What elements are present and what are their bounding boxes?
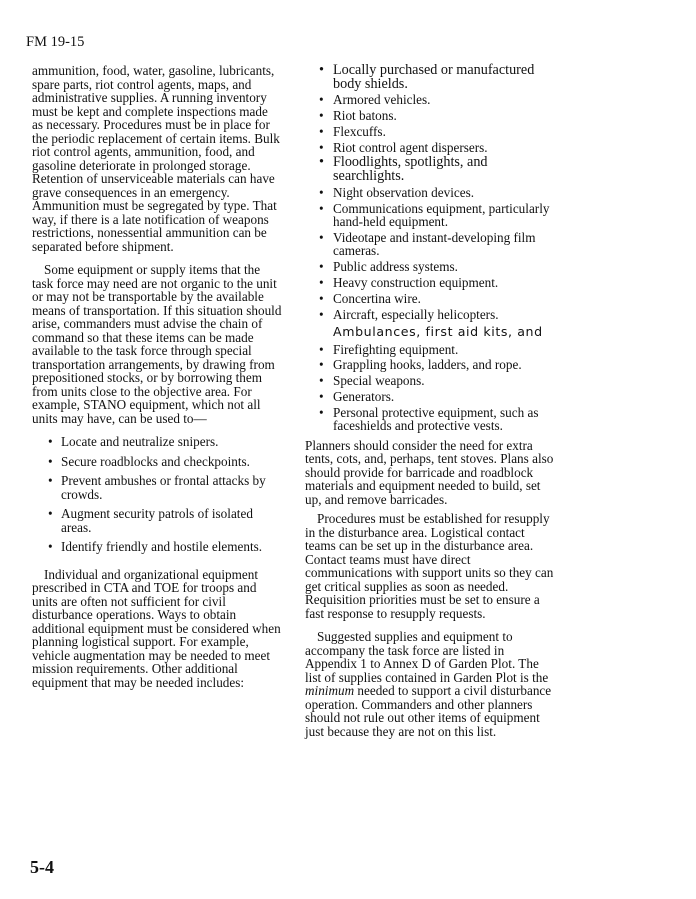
paragraph-planners: Planners should consider the need for extra tents, cots, and, perhaps, tent stoves. Plans also should provide for barricade and roadblock materials and equipment needed to build, set up, and remove barricades. (305, 437, 554, 507)
list-item: • Locally purchased or manufactured body shields. (319, 62, 535, 92)
list-item: • Communications equipment, particularly hand-held equipment. (319, 200, 550, 230)
paragraph-ammunition: ammunition, food, water, gasoline, lubricants, spare parts, riot control agents, maps, and administrative supplies. A running inventory must be kept and complete inspections made as necessary. Procedures must be in place for the periodic replacement of certain items. Bulk riot control agents, ammunition, food, and gasoline deteriorate in prolonged storage. Retention of unserviceable materials can have grave consequences in an emergency. Ammunition must be segregated by type. That way, if there is a late notification of weapons restrictions, nonessential ammunition can be separated before shipment. (32, 63, 280, 254)
bullet-icon: • (319, 373, 324, 389)
list-item: • Locate and neutralize snipers. (48, 434, 219, 449)
list-item: • Grappling hooks, ladders, and rope. (319, 357, 522, 373)
bullet-icon: • (319, 108, 324, 124)
list-item: • Public address systems. (319, 259, 458, 275)
list-item: • Flexcuffs. (319, 123, 386, 139)
list-item: • Secure roadblocks and checkpoints. (48, 453, 250, 469)
bullet-icon: • (48, 539, 53, 554)
list-item: • Special weapons. (319, 373, 425, 389)
page-header: FM 19-15 (26, 34, 85, 50)
bullet-icon: • (48, 506, 53, 521)
bullet-icon: • (319, 404, 324, 420)
bullet-icon: • (319, 184, 324, 200)
bullet-icon: • (319, 290, 324, 306)
bullet-icon: • (319, 200, 324, 216)
list-item: • Videotape and instant-developing film cameras. (319, 229, 536, 259)
list-item: • Prevent ambushes or frontal attacks by crowds. (48, 473, 266, 502)
bullet-icon: • (319, 154, 324, 171)
bullet-icon: • (319, 357, 324, 373)
list-item: • Riot control agent dispersers. (319, 139, 488, 155)
bullet-icon: • (319, 123, 324, 139)
left-column (32, 64, 282, 699)
page-number: 5-4 (30, 857, 54, 877)
bullet-icon: • (319, 341, 324, 357)
list-item: • Concertina wire. (319, 290, 421, 306)
list-item: • Night observation devices. (319, 184, 474, 200)
paragraph-equipment-not-organic: Some equipment or supply items that the task force may need are not organic to the unit or may not be transportable by the available means of transportation. If this situation should arise, commanders must advise the chain of command so that these items can be made available to the task force through special transportation arrangements, by drawing from prepositioned stocks, or by borrowing them from units close to the objective area. For example, STANO equipment, which not all units may have, can be used to— (32, 262, 282, 426)
list-item: • Heavy construction equipment. (319, 274, 499, 290)
bullet-icon: • (319, 62, 324, 78)
right-column (305, 64, 555, 748)
paragraph-resupply: Procedures must be established for resupply in the disturbance area. Logistical contact teams can be set up in the disturbance area. Contact teams must have direct communications with support units so they can get critical supplies as soon as needed. Requisition priorities must be set to ensure a fast response to resupply requests. (305, 511, 554, 621)
paragraph-individual-equipment: Individual and organizational equipment prescribed in CTA and TOE for troops and units are often not sufficient for civil disturbance operations. Ways to obtain additional equipment must be considered when planning logistical support. For example, vehicle augmentation may be needed to meet mission requirements. Other additional equipment that may be needed includes: (32, 566, 281, 690)
list-item: • Firefighting equipment. (319, 341, 459, 357)
list-item: • Augment security patrols of isolated areas. (48, 506, 253, 535)
emphasis-minimum: minimum (305, 683, 355, 699)
bullet-icon: • (48, 473, 53, 488)
stano-uses-list (32, 435, 282, 554)
list-item: • Armored vehicles. (319, 92, 431, 108)
list-item: • Identify friendly and hostile elements. (48, 539, 263, 554)
bullet-icon: • (319, 306, 324, 322)
bullet-icon: • (319, 259, 324, 275)
bullet-icon: • (48, 453, 53, 469)
bullet-icon: • (319, 92, 324, 108)
bullet-icon: • (319, 274, 324, 290)
paragraph-suggested-supplies: Suggested supplies and equipment to accompany the task force are listed in Appendix 1 to Annex D of Garden Plot. The list of supplies contained in Garden Plot is the minimum needed to support a civil disturbance operation. Commanders and other planners should not rule out other items of equipment just because they are not on this list. (305, 629, 552, 739)
bullet-icon: • (319, 388, 324, 404)
additional-equipment-list-continued (305, 343, 555, 433)
bullet-icon: • (319, 139, 324, 155)
list-item: • Riot batons. (319, 108, 397, 124)
list-item: • Generators. (319, 388, 395, 404)
list-item: • Floodlights, spotlights, and searchlights. (319, 154, 488, 184)
list-item: • Personal protective equipment, such as faceshields and protective vests. (319, 404, 539, 434)
additional-equipment-list (305, 64, 555, 321)
list-item: • Aircraft, especially helicopters. (319, 306, 499, 322)
stray-text-line: Ambulances, first aid kits, and (333, 324, 543, 340)
bullet-icon: • (319, 229, 324, 245)
bullet-icon: • (48, 434, 53, 449)
